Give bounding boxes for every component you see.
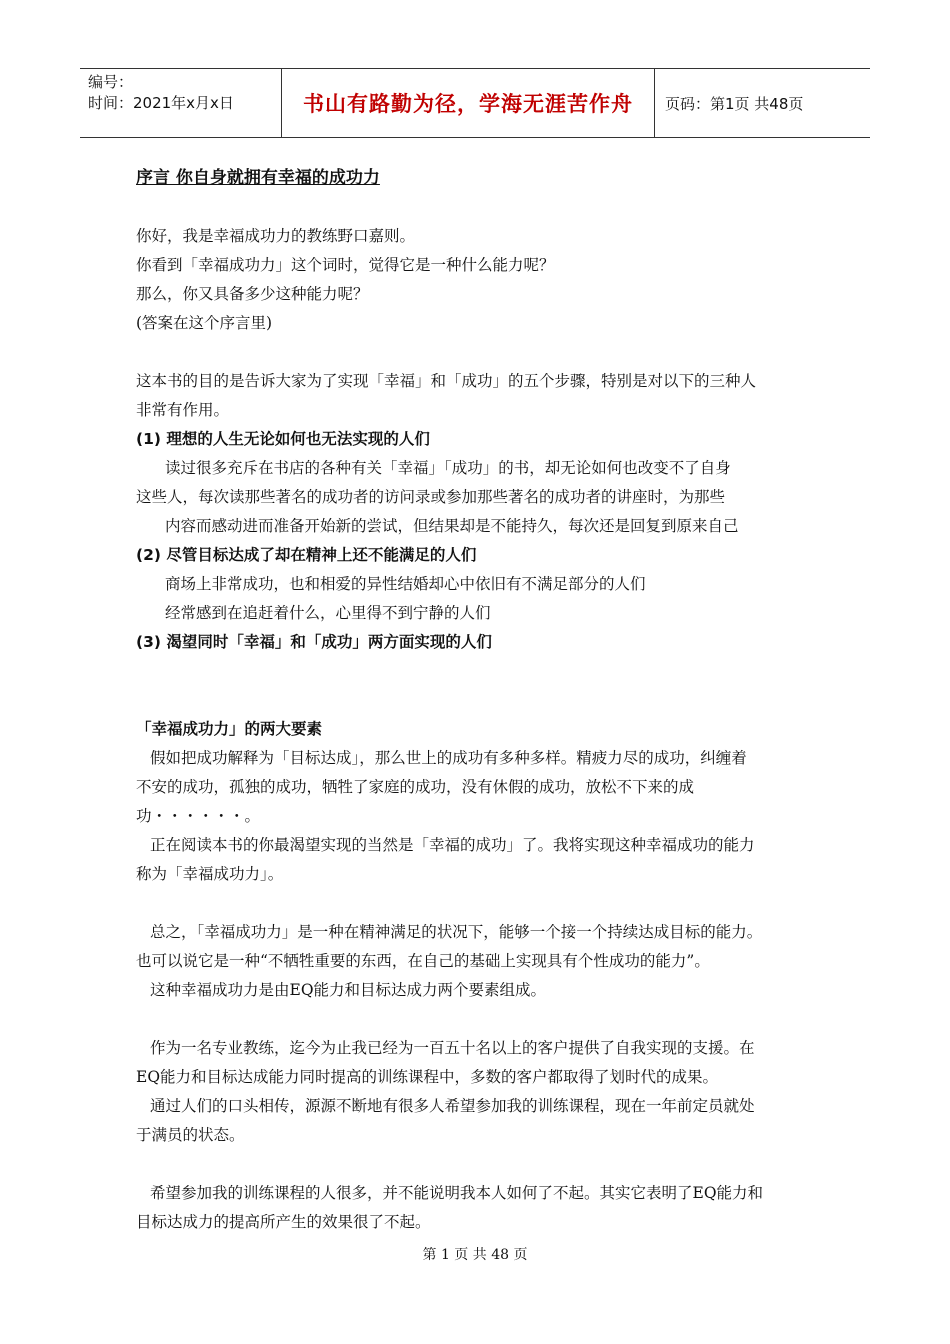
paragraph-line: 也可以说它是一种“不牺牲重要的东西，在自己的基础上实现具有个性成功的能力”。 xyxy=(136,952,710,970)
document-body xyxy=(136,164,816,1237)
paragraph-line: 希望参加我的训练课程的人很多，并不能说明我本人如何了不起。其实它表明了EQ能力和 xyxy=(150,1184,764,1202)
purpose-line: 非常有作用。 xyxy=(136,401,230,419)
group3-heading: (3) 渴望同时「幸福」和「成功」两方面实现的人们 xyxy=(136,633,492,651)
paragraph-line: 不安的成功，孤独的成功，牺牲了家庭的成功，没有休假的成功，放松不下来的成 xyxy=(136,778,695,796)
paragraph-line: 正在阅读本书的你最渴望实现的当然是「幸福的成功」了。我将实现这种幸福成功的能力 xyxy=(150,836,755,854)
paragraph-line: 于满员的状态。 xyxy=(136,1126,245,1144)
paragraph-line: 假如把成功解释为「目标达成」，那么世上的成功有多种多样。精疲力尽的成功，纠缠着 xyxy=(150,749,747,767)
header-page-info: 页码：第1页 共48页 xyxy=(665,94,804,113)
serial-label: 编号： xyxy=(88,73,134,91)
paragraph-line: 功・・・・・・。 xyxy=(136,807,261,825)
time-label: 时间：2021年x月x日 xyxy=(88,94,234,112)
paragraph-line: 总之，「幸福成功力」是一种在精神满足的状况下，能够一个接一个持续达成目标的能力。 xyxy=(150,923,763,941)
section2-heading: 「幸福成功力」的两大要素 xyxy=(136,720,323,738)
paragraph-line: 目标达成力的提高所产生的效果很了不起。 xyxy=(136,1213,431,1231)
paragraph-line: 通过人们的口头相传，源源不断地有很多人希望参加我的训练课程，现在一年前定员就处 xyxy=(150,1097,755,1115)
group1-heading: (1) 理想的人生无论如何也无法实现的人们 xyxy=(136,430,430,448)
group1-line: 读过很多充斥在书店的各种有关「幸福」「成功」的书，却无论如何也改变不了自身 xyxy=(165,459,731,477)
page-footer: 第 1 页 共 48 页 xyxy=(422,1247,528,1263)
group2-line: 经常感到在追赶着什么，心里得不到宁静的人们 xyxy=(165,604,491,622)
header-motto: 书山有路勤为径，学海无涯苦作舟 xyxy=(282,69,655,137)
paragraph-line: 称为「幸福成功力」。 xyxy=(136,865,284,883)
document-title: 序言 你自身就拥有幸福的成功力 xyxy=(136,168,380,188)
paragraph-line: 这种幸福成功力是由EQ能力和目标达成力两个要素组成。 xyxy=(150,981,547,999)
group2-heading: (2) 尽管目标达成了却在精神上还不能满足的人们 xyxy=(136,546,477,564)
purpose-line: 这本书的目的是告诉大家为了实现「幸福」和「成功」的五个步骤，特别是对以下的三种人 xyxy=(136,372,757,390)
paragraph-line: 作为一名专业教练，迄今为止我已经为一百五十名以上的客户提供了自我实现的支援。在 xyxy=(150,1039,755,1057)
group1-line: 这些人，每次读那些著名的成功者的访问录或参加那些著名的成功者的讲座时，为那些 xyxy=(136,488,726,506)
group2-line: 商场上非常成功，也和相爱的异性结婚却心中依旧有不满足部分的人们 xyxy=(165,575,646,593)
header-meta xyxy=(80,69,282,137)
intro-line: 你好，我是幸福成功力的教练野口嘉则。 xyxy=(136,227,416,245)
group1-line: 内容而感动进而准备开始新的尝试，但结果却是不能持久，每次还是回复到原来自己 xyxy=(165,517,739,535)
paragraph-line: EQ能力和目标达成能力同时提高的训练课程中，多数的客户都取得了划时代的成果。 xyxy=(136,1068,719,1086)
intro-line: (答案在这个序言里) xyxy=(136,314,273,332)
intro-line: 那么，你又具备多少这种能力呢？ xyxy=(136,285,369,303)
page-header xyxy=(80,68,870,138)
intro-line: 你看到「幸福成功力」这个词时，觉得它是一种什么能力呢？ xyxy=(136,256,555,274)
